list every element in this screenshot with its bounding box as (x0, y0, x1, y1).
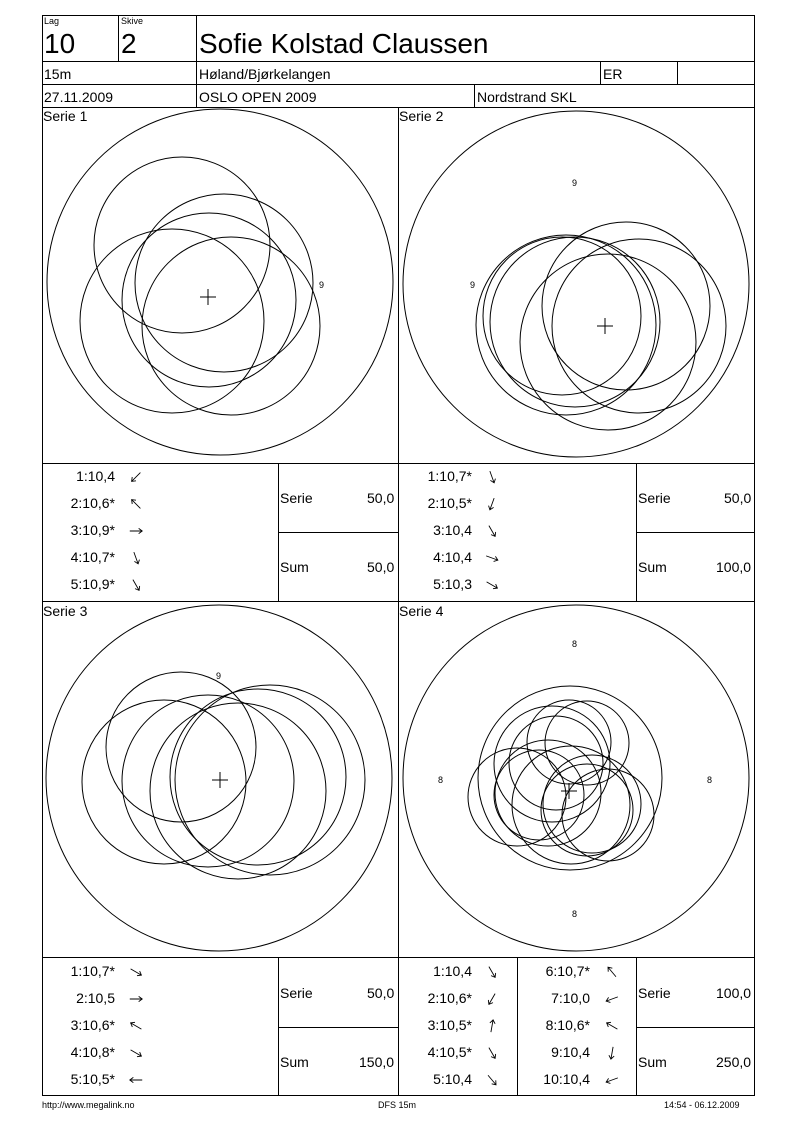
shot-result: 5:10,3 (433, 576, 472, 592)
shot-result: 2:10,6* (70, 495, 115, 511)
divider (636, 532, 755, 533)
ring-label: 8 (572, 909, 578, 919)
shot-hole (150, 703, 326, 879)
serie-label: Serie (638, 985, 671, 1001)
shot-result: 1:10,7* (427, 468, 472, 484)
club: Høland/Bjørkelangen (199, 66, 331, 82)
shooter-name: Sofie Kolstad Claussen (199, 28, 489, 59)
shot-result: 3:10,6* (70, 1017, 115, 1033)
outer-ring (47, 109, 393, 455)
skive-value: 2 (121, 28, 137, 59)
target-serie-4 (398, 601, 755, 957)
shot-result: 8:10,6* (545, 1017, 590, 1033)
shot-result: 4:10,4 (433, 549, 472, 565)
divider (636, 1027, 755, 1028)
lag-label: Lag (44, 16, 60, 26)
shot-hole (80, 229, 264, 413)
shot-direction-icon (484, 1018, 500, 1034)
shot-result: 10:10,4 (543, 1071, 590, 1087)
panel-label-serie-1: Serie 1 (43, 108, 88, 124)
serie-value: 50,0 (367, 490, 395, 506)
shot-hole (494, 750, 584, 840)
divider (278, 1027, 398, 1028)
outer-ring (403, 605, 749, 951)
sum-label: Sum (280, 559, 309, 575)
sum-value: 150,0 (359, 1054, 395, 1070)
distance: 15m (44, 66, 72, 82)
divider (42, 84, 755, 85)
serie-label: Serie (280, 490, 313, 506)
shot-hole (468, 748, 566, 846)
shot-direction-icon (604, 1072, 620, 1088)
sum-label: Sum (638, 559, 667, 575)
serie-value: 50,0 (724, 490, 752, 506)
lag-value: 10 (44, 28, 76, 59)
footer-url: http://www.megalink.no (42, 1100, 135, 1110)
shot-result: 2:10,5* (427, 495, 472, 511)
shot-result: 5:10,4 (433, 1071, 472, 1087)
shot-direction-icon (128, 550, 144, 566)
outer-ring (46, 605, 392, 951)
shot-result: 2:10,6* (427, 990, 472, 1006)
shot-direction-icon (128, 523, 144, 539)
sum-label: Sum (638, 1054, 667, 1070)
shot-direction-icon (484, 577, 500, 593)
shot-hole (142, 237, 320, 415)
shot-result: 7:10,0 (551, 990, 590, 1006)
shot-direction-icon (484, 523, 500, 539)
shot-result: 9:10,4 (551, 1044, 590, 1060)
shot-result: 3:10,5* (427, 1017, 472, 1033)
shot-result: 4:10,7* (70, 549, 115, 565)
shot-direction-icon (484, 1072, 500, 1088)
shot-direction-icon (128, 469, 144, 485)
shot-direction-icon (128, 577, 144, 593)
sum-value: 100,0 (716, 559, 752, 575)
shot-hole (135, 194, 313, 372)
shot-direction-icon (128, 964, 144, 980)
ring-label: 8 (572, 639, 578, 649)
shot-direction-icon (604, 1045, 620, 1061)
shot-result: 3:10,9* (70, 522, 115, 538)
date: 27.11.2009 (44, 89, 114, 105)
shot-hole (509, 716, 603, 810)
shot-result: 1:10,4 (433, 963, 472, 979)
shot-direction-icon (484, 550, 500, 566)
panel-label-serie-2: Serie 2 (399, 108, 444, 124)
sum-value: 250,0 (716, 1054, 752, 1070)
divider (42, 463, 755, 464)
sum-label: Sum (280, 1054, 309, 1070)
serie-value: 50,0 (367, 985, 395, 1001)
shot-direction-icon (484, 496, 500, 512)
footer-timestamp: 14:54 - 06.12.2009 (664, 1100, 740, 1110)
shot-hole (490, 237, 660, 407)
ring-label: 9 (470, 280, 476, 290)
ring-label: 9 (572, 178, 578, 188)
shot-direction-icon (484, 991, 500, 1007)
shot-direction-icon (128, 1018, 144, 1034)
shot-hole (483, 237, 641, 395)
event-name: OSLO OPEN 2009 (199, 89, 317, 105)
footer-center: DFS 15m (378, 1100, 417, 1110)
shot-direction-icon (128, 1045, 144, 1061)
shot-result: 6:10,7* (545, 963, 590, 979)
shot-hole (542, 222, 710, 390)
target-serie-1 (42, 107, 398, 463)
divider (42, 61, 755, 62)
ring-label: 9 (216, 671, 222, 681)
shot-direction-icon (604, 991, 620, 1007)
divider (278, 532, 398, 533)
shot-hole (122, 695, 294, 867)
outer-ring (403, 111, 749, 457)
serie-label: Serie (280, 985, 313, 1001)
shot-hole (545, 701, 629, 785)
skive-label: Skive (121, 16, 144, 26)
shot-result: 5:10,9* (70, 576, 115, 592)
shot-direction-icon (128, 1072, 144, 1088)
target-serie-2 (398, 107, 755, 463)
shot-result: 1:10,4 (76, 468, 115, 484)
divider (474, 84, 475, 108)
shot-direction-icon (604, 964, 620, 980)
shot-direction-icon (128, 496, 144, 512)
panel-label-serie-4: Serie 4 (399, 603, 444, 619)
shot-result: 1:10,7* (70, 963, 115, 979)
sum-value: 50,0 (367, 559, 395, 575)
target-serie-3 (42, 601, 398, 957)
shot-hole (170, 689, 346, 865)
shot-result: 3:10,4 (433, 522, 472, 538)
shot-direction-icon (484, 469, 500, 485)
serie-value: 100,0 (716, 985, 752, 1001)
ring-label: 8 (707, 775, 713, 785)
shot-direction-icon (604, 1018, 620, 1034)
serie-label: Serie (638, 490, 671, 506)
ring-label: 8 (438, 775, 444, 785)
shot-result: 4:10,8* (70, 1044, 115, 1060)
shot-direction-icon (128, 991, 144, 1007)
shot-direction-icon (484, 1045, 500, 1061)
shot-result: 2:10,5 (76, 990, 115, 1006)
panel-label-serie-3: Serie 3 (43, 603, 88, 619)
divider (118, 15, 119, 61)
divider (42, 957, 755, 958)
shot-direction-icon (484, 964, 500, 980)
divider (677, 61, 678, 84)
divider (600, 61, 601, 84)
shot-result: 5:10,5* (70, 1071, 115, 1087)
shot-result: 4:10,5* (427, 1044, 472, 1060)
ring-label: 9 (319, 280, 325, 290)
inner-ring (478, 686, 662, 870)
class: ER (603, 66, 623, 82)
venue: Nordstrand SKL (477, 89, 577, 105)
